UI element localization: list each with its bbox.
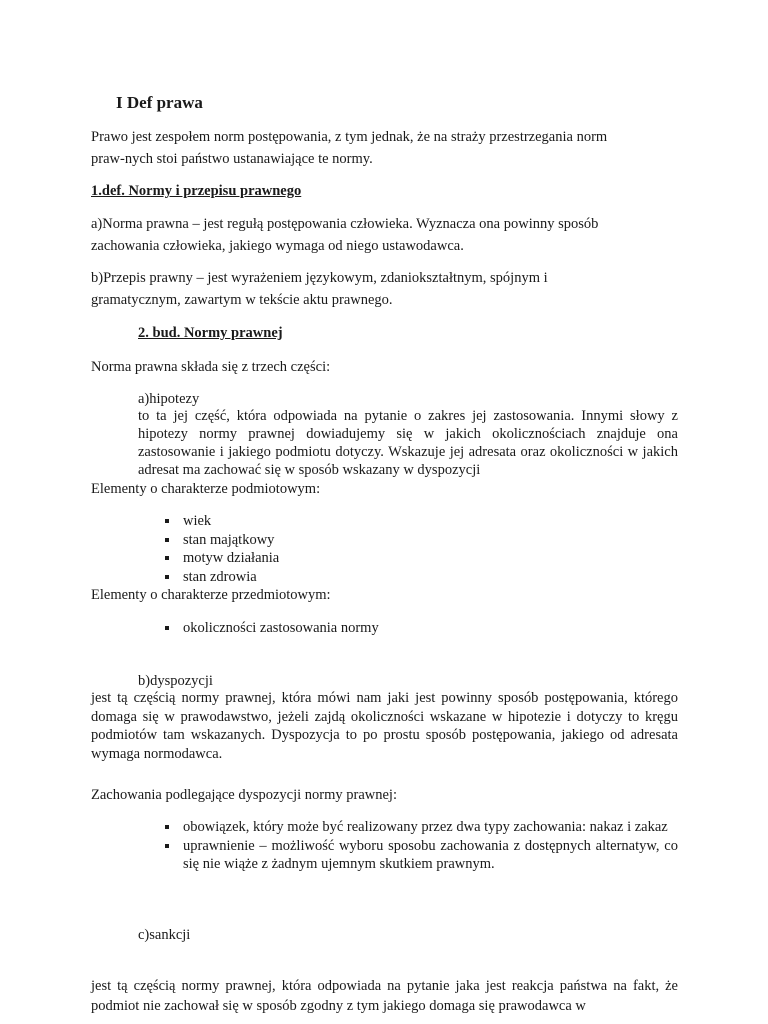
list-item: motyw działania [163,549,279,568]
list-item: uprawnienie – możliwość wyboru sposobu zachowania z dostępnych alternatyw, co się nie wiąże z żadnym ujemnym skutkiem prawnym. [163,837,678,874]
bullet-icon [165,825,169,829]
subject-elements-list [163,512,279,586]
section-1-heading: 1.def. Normy i przepisu prawnego [91,183,302,199]
disposition-text: jest tą częścią normy prawnej, która mówi nam jaki jest powinny sposób postępowania, którego domaga się w prawodawstwo, jeżeli zajdą okoliczności wskazane w hipotezie i dotyczy to kręgu podmiotów tam wskazanych. Dyspozycja to po prostu sposób postępowania, jakiego od adresata wymaga normodawca. [91,690,678,762]
list-item: wiek [163,512,279,531]
definition-b-line-2: gramatycznym, zawartym w tekście aktu prawnego. [91,292,393,308]
bullet-icon [165,538,169,542]
section-2-intro: Norma prawna składa się z trzech części: [91,359,331,375]
hypothesis-text: to ta jej część, która odpowiada na pytanie o zakres jej zastosowania. Innymi słowy z hipotezy normy prawnej dowiadujemy się w jakich okolicznościach znajduje ona zastosowanie i jakiego podmiotu dotyczy. Wskazuje jej adresata oraz okoliczności w jakich adresat ma zachować się w sposób wskazany w dyspozycji [138,408,678,478]
definition-b-line-1: b)Przepis prawny – jest wyrażeniem językowym, zdaniokształtnym, spójnym i [91,270,548,286]
object-elements-label: Elementy o charakterze przedmiotowym: [91,587,331,603]
sanction-text: jest tą częścią normy prawnej, która odpowiada na pytanie jaka jest reakcja państwa na fakt, że podmiot nie zachował się w sposób zgodny z tym jakiego domaga się prawodawca w [91,978,678,1014]
behaviors-list [163,818,678,874]
intro-line-2: praw-nych stoi państwo ustanawiające te normy. [91,151,373,167]
list-item: stan zdrowia [163,568,279,587]
sanction-label: c)sankcji [138,927,191,943]
bullet-icon [165,575,169,579]
section-2-heading: 2. bud. Normy prawnej [138,325,283,341]
bullet-icon [165,556,169,560]
intro-line-1: Prawo jest zespołem norm postępowania, z tym jednak, że na straży przestrzegania norm [91,129,608,145]
definition-a-line-1: a)Norma prawna – jest regułą postępowania człowieka. Wyznacza ona powinny sposób [91,216,599,232]
object-elements-list [163,619,379,638]
bullet-icon [165,844,169,848]
bullet-icon [165,519,169,523]
list-item: stan majątkowy [163,531,279,550]
definition-a-line-2: zachowania człowieka, jakiego wymaga od niego ustawodawca. [91,238,464,254]
page-title: I Def prawa [116,93,203,112]
hypothesis-label: a)hipotezy [138,391,200,407]
behaviors-label: Zachowania podlegające dyspozycji normy prawnej: [91,787,397,803]
disposition-label: b)dyspozycji [138,673,213,689]
subject-elements-label: Elementy o charakterze podmiotowym: [91,481,321,497]
list-item: okoliczności zastosowania normy [163,619,379,638]
bullet-icon [165,626,169,630]
list-item: obowiązek, który może być realizowany przez dwa typy zachowania: nakaz i zakaz [163,818,678,837]
